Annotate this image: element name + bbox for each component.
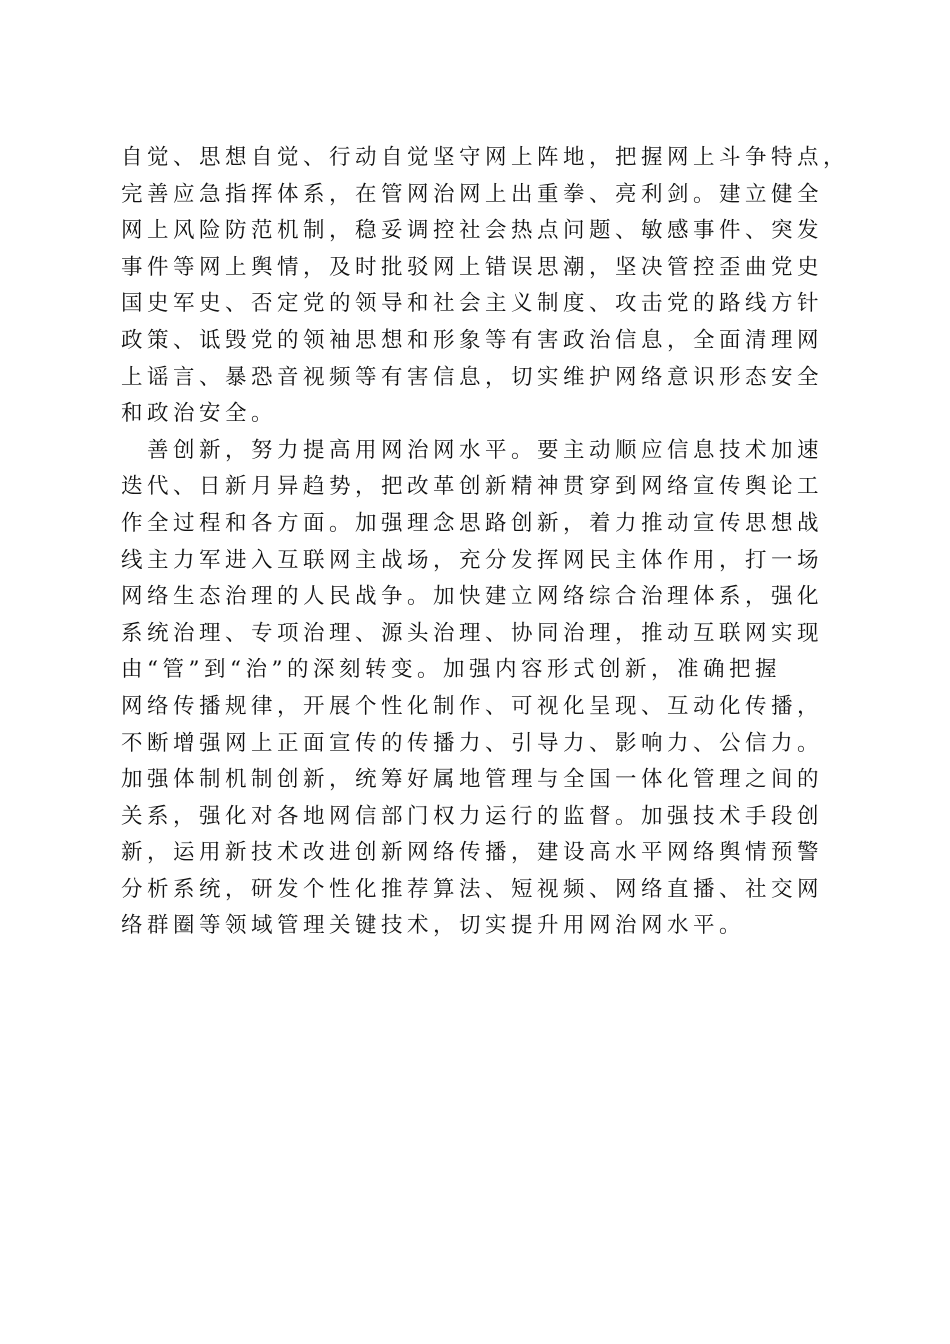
text-line: 分析系统，研发个性化推荐算法、短视频、网络直播、社交网 bbox=[121, 876, 824, 902]
text-line: 系统治理、专项治理、源头治理、协同治理，推动互联网实现 bbox=[121, 620, 824, 646]
text-line: 络群圈等领域管理关键技术，切实提升用网治网水平。 bbox=[121, 913, 746, 939]
text-line: 线主力军进入互联网主战场，充分发挥网民主体作用，打一场 bbox=[121, 547, 824, 573]
text-line: 政策、诋毁党的领袖思想和形象等有害政治信息，全面清理网 bbox=[121, 327, 824, 353]
text-line: 作全过程和各方面。加强理念思路创新，着力推动宣传思想战 bbox=[121, 510, 824, 536]
text-line: 国史军史、否定党的领导和社会主义制度、攻击党的路线方针 bbox=[121, 291, 824, 317]
text-line: 关系，强化对各地网信部门权力运行的监督。加强技术手段创 bbox=[121, 803, 824, 829]
text-line: 加强体制机制创新，统筹好属地管理与全国一体化管理之间的 bbox=[121, 767, 824, 793]
paragraph-2 bbox=[121, 433, 829, 945]
text-line: 不断增强网上正面宣传的传播力、引导力、影响力、公信力。 bbox=[121, 730, 824, 756]
text-line: 上谣言、暴恐音视频等有害信息，切实维护网络意识形态安全 bbox=[121, 364, 824, 390]
text-line: 完善应急指挥体系，在管网治网上出重拳、亮利剑。建立健全 bbox=[121, 181, 824, 207]
text-line: 事件等网上舆情，及时批驳网上错误思潮，坚决管控歪曲党史 bbox=[121, 254, 824, 280]
text-line: 网络生态治理的人民战争。加快建立网络综合治理体系，强化 bbox=[121, 584, 824, 610]
text-line: 网上风险防范机制，稳妥调控社会热点问题、敏感事件、突发 bbox=[121, 218, 824, 244]
paragraph-1 bbox=[121, 140, 850, 433]
text-line: 网络传播规律，开展个性化制作、可视化呈现、互动化传播， bbox=[121, 693, 824, 719]
document-body bbox=[121, 140, 850, 945]
text-line: 善创新，努力提高用网治网水平。要主动顺应信息技术加速 bbox=[121, 437, 824, 463]
text-line: 和政治安全。 bbox=[121, 401, 278, 427]
text-line: 新，运用新技术改进创新网络传播，建设高水平网络舆情预警 bbox=[121, 840, 824, 866]
text-line: 由“管”到“治”的深刻转变。加强内容形式创新，准确把握 bbox=[121, 657, 781, 683]
text-line: 迭代、日新月异趋势，把改革创新精神贯穿到网络宣传舆论工 bbox=[121, 474, 824, 500]
text-line: 自觉、思想自觉、行动自觉坚守网上阵地，把握网上斗争特点， bbox=[121, 145, 850, 170]
